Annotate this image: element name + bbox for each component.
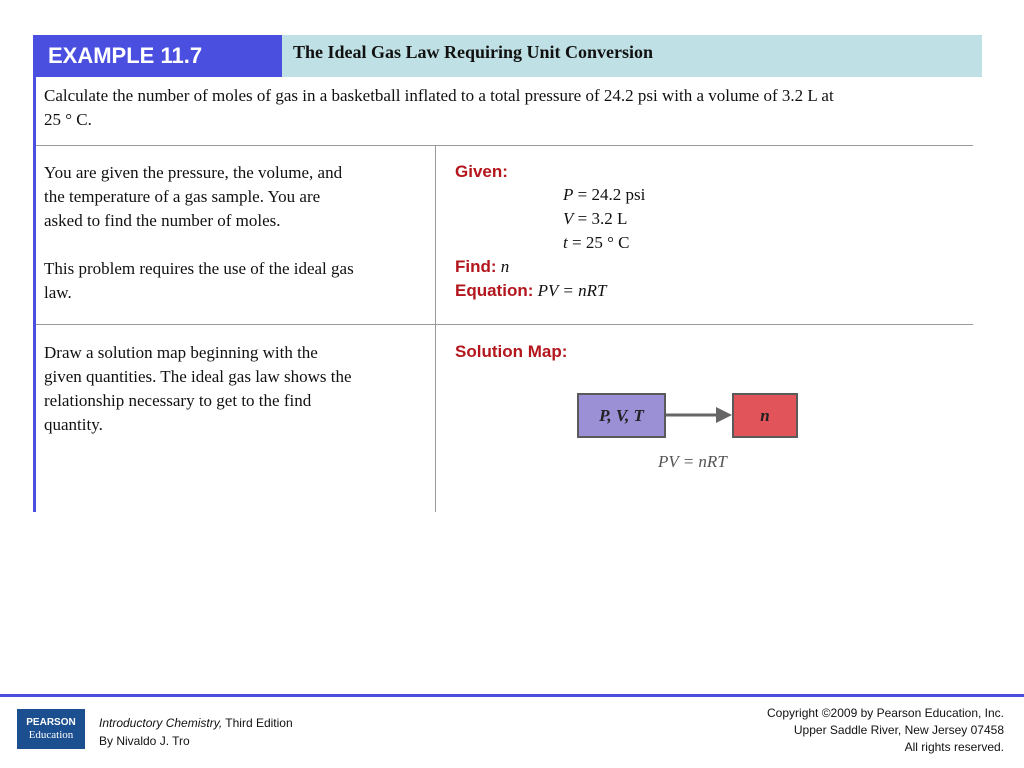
row2-text-line: Draw a solution map beginning with the <box>44 343 318 362</box>
column-divider <box>435 145 436 512</box>
copyright-line: All rights reserved. <box>904 740 1004 754</box>
row2-text-line: relationship necessary to get to the find <box>44 391 312 410</box>
row1-explanation <box>44 161 424 305</box>
row-divider-middle <box>36 324 973 325</box>
row1-text-line: asked to find the number of moles. <box>44 211 281 230</box>
book-edition: Third Edition <box>222 716 293 730</box>
solution-map-find-box: n <box>732 393 798 438</box>
problem-statement <box>44 84 979 132</box>
given-pressure <box>563 185 645 205</box>
volume-variable: V <box>563 209 574 228</box>
temperature-variable: t <box>563 233 568 252</box>
pressure-value: = 24.2 psi <box>573 185 646 204</box>
copyright-line: Upper Saddle River, New Jersey 07458 <box>793 723 1004 737</box>
problem-line-2: 25 ° C. <box>44 110 92 129</box>
book-title: Introductory Chemistry, <box>99 716 223 730</box>
problem-line-1: Calculate the number of moles of gas in a basketball inflated to a total pressure of 24.2 psi with a volume of 3.2 L at <box>44 86 834 105</box>
row1-text-line: law. <box>44 283 72 302</box>
given-temperature <box>563 233 629 253</box>
book-title-line <box>99 714 293 732</box>
row2-explanation <box>44 341 424 437</box>
row1-text-line: the temperature of a gas sample. You are <box>44 187 321 206</box>
logo-top-text: PEARSON <box>26 717 76 728</box>
volume-value: = 3.2 L <box>573 209 628 228</box>
equation-line <box>455 281 606 301</box>
solution-map-relationship: PV = nRT <box>658 452 727 471</box>
book-credit <box>99 714 293 750</box>
row2-text-line: given quantities. The ideal gas law shows the <box>44 367 352 386</box>
copyright-line: Copyright ©2009 by Pearson Education, Inc. <box>767 706 1004 720</box>
solution-map-given-box: P, V, T <box>577 393 666 438</box>
equation-value: PV = nRT <box>537 281 607 300</box>
given-volume <box>563 209 627 229</box>
paragraph-spacer <box>44 233 424 257</box>
example-title: The Ideal Gas Law Requiring Unit Conversion <box>282 35 982 77</box>
book-author: By Nivaldo J. Tro <box>99 734 190 748</box>
find-label: Find: <box>455 257 497 276</box>
logo-bottom-text: Education <box>28 729 74 741</box>
equation-label: Equation: <box>455 281 534 300</box>
find-line <box>455 257 509 277</box>
pressure-variable: P <box>563 185 574 204</box>
copyright-notice <box>767 705 1004 756</box>
temperature-value: = 25 ° C <box>567 233 630 252</box>
row-divider-top <box>36 145 973 146</box>
row2-text-line: quantity. <box>44 415 103 434</box>
solution-map-arrow-icon <box>666 404 734 426</box>
left-accent-rule <box>33 35 36 512</box>
solution-map-label: Solution Map: <box>455 342 568 361</box>
footer-rule <box>0 694 1024 697</box>
row1-text-line: This problem requires the use of the ideal gas <box>44 259 354 278</box>
row1-text-line: You are given the pressure, the volume, and <box>44 163 343 182</box>
pearson-logo <box>17 709 85 749</box>
find-value: n <box>500 257 510 276</box>
given-label: Given: <box>455 162 508 181</box>
example-number-label: EXAMPLE 11.7 <box>35 35 282 77</box>
